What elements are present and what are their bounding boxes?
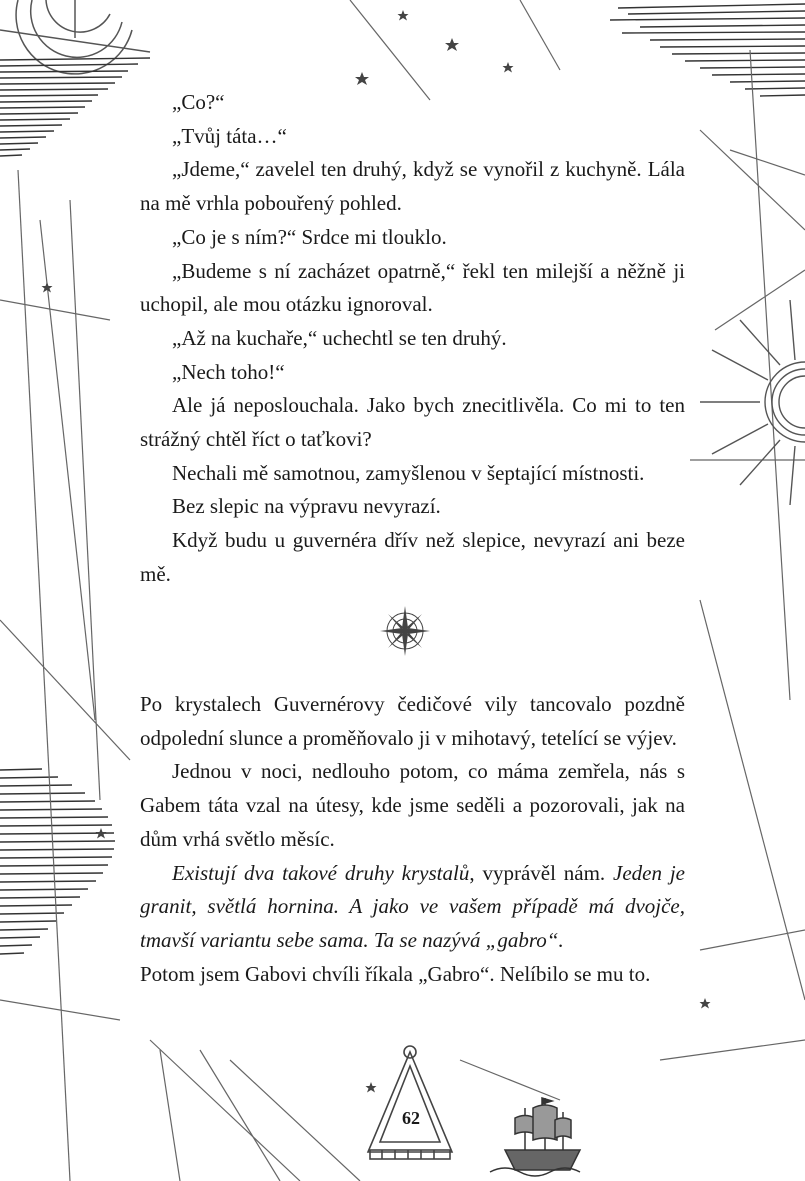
paragraph: Bez slepic na výpravu nevyrazí. bbox=[172, 494, 441, 519]
hatch-texture bbox=[610, 4, 805, 96]
paragraph: Když budu u guvernéra dřív než slepice, nevyrazí ani beze mě. bbox=[140, 528, 685, 586]
page-number: 62 bbox=[402, 1108, 420, 1128]
paragraph bbox=[140, 857, 685, 958]
paragraph: Ale já neposlouchala. Jako bych znecitlivěla. Co mi to ten strážný chtěl říct o taťkovi? bbox=[140, 393, 685, 452]
paragraph: „Co je s ním?“ Srdce mi tlouklo. bbox=[172, 224, 447, 249]
paragraph: „Až na kuchaře,“ uchechtl se ten druhý. bbox=[172, 325, 507, 350]
text-block-2 bbox=[140, 688, 685, 991]
hatch-texture bbox=[0, 769, 115, 954]
paragraph: „Jdeme,“ zavelel ten druhý, když se vynořil z kuchyně. Lála na mě vrhla pobouřený pohled. bbox=[140, 157, 685, 216]
compass-arcs-icon bbox=[0, 0, 150, 74]
paragraph: „Tvůj táta…“ bbox=[172, 123, 287, 148]
paragraph: Po krystalech Guvernérovy čedičové vily tancovalo pozdně odpolední slunce a proměňovalo ji v mihotavý, tetelící se výjev. bbox=[140, 692, 685, 750]
paragraph: Jednou v noci, nedlouho potom, co máma zemřela, nás s Gabem táta vzal na útesy, kde jsme seděli a pozorovali, jak na dům vrhá světlo měsíc. bbox=[140, 759, 685, 851]
italic-text: Existují dva takové druhy krystalů bbox=[172, 860, 470, 885]
paragraph: „Co?“ bbox=[172, 90, 225, 114]
paragraph: „Nech toho!“ bbox=[172, 359, 285, 384]
paragraph: Nechali mě samotnou, zamyšlenou v šeptající místnosti. bbox=[172, 460, 645, 485]
compass-rose-icon bbox=[380, 606, 430, 656]
text-block-1 bbox=[140, 86, 685, 592]
italic-text: Jeden je granit, světlá hornina. A jako ve vašem případě má dvojče, tmavší variantu sebe sama. Ta se nazývá „gabro“. bbox=[140, 860, 686, 952]
paragraph: „Budeme s ní zacházet opatrně,“ řekl ten milejší a něžně ji uchopil, ale mou otázku ignoroval. bbox=[140, 258, 685, 317]
hatch-texture bbox=[0, 58, 150, 156]
sailing-ship-icon bbox=[490, 1098, 580, 1176]
paragraph: Potom jsem Gabovi chvíli říkala „Gabro“. Nelíbilo se mu to. bbox=[140, 961, 651, 986]
sextant-triangle-icon bbox=[368, 1046, 452, 1159]
sun-arcs-icon bbox=[700, 300, 805, 505]
paragraph-text: , vyprávěl nám. bbox=[469, 860, 614, 885]
